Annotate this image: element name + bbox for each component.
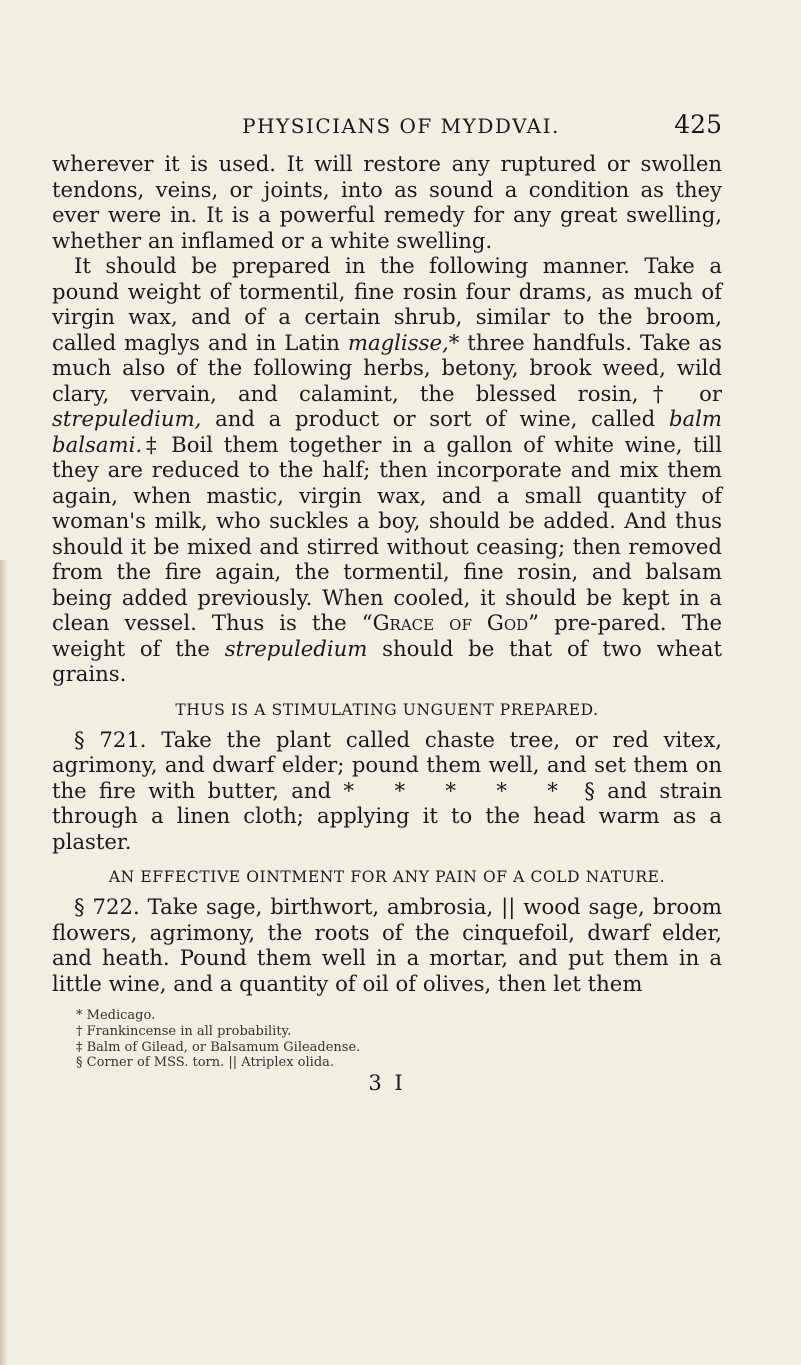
section-heading-1: THUS IS A STIMULATING UNGUENT PREPARED.	[175, 700, 599, 719]
page-number: 425	[674, 110, 722, 139]
text-run: ‡ Boil them together in a gallon of white wine, till they are reduced to the half; then incorporate and mix them again, when mastic, virgin wax, and a small quantity of woman's milk, who suckles a boy, should be added. And thus should it be mixed and stirred without ceasing; then removed from the fire again, the tormentil, fine rosin, and balsam being added previously. When cooled, it should be kept in a clean vessel. Thus is the “	[52, 431, 722, 635]
footnote: § Corner of MSS. torn. || Atriplex olida.	[76, 1055, 335, 1071]
text-run: It should be prepared in the following manner. Take a pound weight of tormentil, fine rosin four drams, as much of virgin wax, and of a certain shrub, similar to the broom, called maglys and in Latin	[52, 253, 722, 355]
text-run: § 721. Take the plant called chaste tree, or red vitex, agrimony, and dwarf elder; pound them well, and set them on the fire with butter, and	[52, 726, 722, 803]
signature-mark: 3 I	[368, 1071, 406, 1096]
italic-term: strepuledium	[224, 635, 368, 661]
text-run: § and strain through a linen cloth; applying it to the head warm as a plaster.	[52, 777, 722, 854]
paragraph-2	[52, 253, 722, 687]
text-run: * three handfuls. Take as much also of the following herbs, betony, brook weed, wild clary, vervain, and calamint, the blessed rosin,† or	[52, 329, 722, 406]
italic-term: maglisse,	[347, 329, 449, 355]
paragraph-4: § 722. Take sage, birthwort, ambrosia, || wood sage, broom flowers, agrimony, the roots of the cinquefoil, dwarf elder, and heath. Pound them well in a mortar, and put them in a little wine, and a quantity of oil of olives, then let them	[52, 894, 722, 996]
page-edge-shadow	[0, 560, 8, 1365]
section-heading-2: AN EFFECTIVE OINTMENT FOR ANY PAIN OF A COLD NATURE.	[108, 868, 666, 886]
text-run: and a product or sort of wine, called	[201, 406, 669, 431]
paragraph-3	[52, 727, 722, 855]
header-title: PHYSICIANS OF MYDDVAI.	[242, 114, 560, 138]
paragraph-1: wherever it is used. It will restore any ruptured or swollen tendons, veins, or joints, into as sound a condition as they ever were in. It is a powerful remedy for any great swelling, whether an inflamed or a white swelling.	[52, 151, 722, 253]
text-run: ” pre-pared. The weight of the	[52, 610, 723, 661]
footnotes	[76, 1008, 722, 1071]
italic-term: balm balsami.	[52, 406, 722, 457]
running-header	[80, 110, 722, 144]
text-run: should be that of two wheat grains.	[52, 635, 722, 686]
footnote: ‡ Balm of Gilead, or Balsamum Gileadense.	[76, 1039, 361, 1055]
body-text	[52, 151, 722, 1095]
footnote: † Frankincense in all probability.	[76, 1023, 292, 1039]
small-caps-term: Grace of God	[372, 610, 529, 635]
omission-stars: * * * * *	[343, 777, 572, 803]
italic-term: strepuledium,	[52, 406, 202, 431]
footnote: * Medicago.	[76, 1008, 156, 1023]
